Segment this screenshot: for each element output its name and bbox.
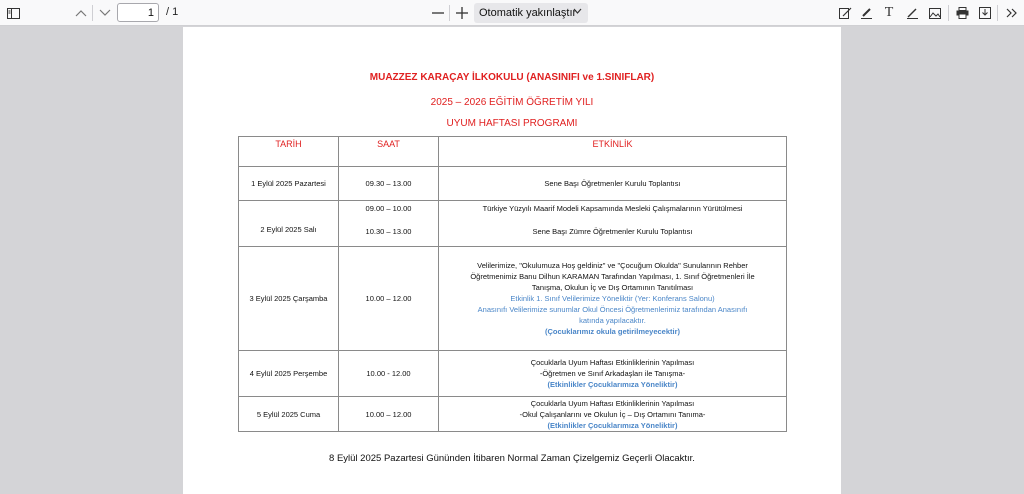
header-activity: ETKİNLİK (439, 137, 787, 167)
double-chevron-right-icon[interactable] (1001, 3, 1021, 23)
program-title: UYUM HAFTASI PROGRAMI (446, 118, 578, 129)
row-time: 10.00 - 12.00 (339, 351, 439, 397)
activity-line: Çocuklarla Uyum Haftası Etkinliklerinin Yapılması (530, 358, 695, 367)
page-total: / 1 (166, 6, 179, 18)
row-time: 09.30 – 13.00 (339, 167, 439, 201)
header-time: SAAT (339, 137, 439, 167)
activity-note: katında yapılacaktır. (579, 316, 646, 325)
table-row (239, 351, 787, 397)
schedule-table (238, 136, 787, 432)
table-header-row (239, 137, 787, 167)
minus-icon[interactable] (428, 3, 448, 23)
activity-line: -Öğretmen ve Sınıf Arkadaşları ile Tanışma- (539, 369, 686, 378)
table-row (239, 247, 787, 351)
activity-note: (Etkinlikler Çocuklarımıza Yöneliktir) (547, 420, 678, 430)
activity-note: Etkinlik 1. Sınıf Velilerimize Yöneliktir (Yer: Konferans Salonu) (510, 294, 715, 303)
row-time: 10.00 – 12.00 (339, 397, 439, 432)
row-date: 5 Eylül 2025 Cuma (239, 397, 339, 432)
chevron-down-icon[interactable] (95, 3, 115, 23)
activity-note: (Etkinlikler Çocuklarımıza Yöneliktir) (547, 380, 678, 389)
school-title: MUAZZEZ KARAÇAY İLKOKULU (ANASINIFI ve 1.SINIFLAR) (369, 72, 655, 83)
row-activity: Sene Başı Öğretmenler Kurulu Toplantısı (439, 167, 787, 201)
row-activity-cell (439, 397, 787, 432)
row-activity: Sene Başı Zümre Öğretmenler Kurulu Toplantısı (532, 227, 693, 236)
activity-warning: (Çocuklarımız okula getirilmeyecektir) (544, 327, 681, 336)
document-page (183, 27, 841, 494)
activity-note: Anasınıfı Velilerimize sunumlar Okul Öncesi Öğretmenlerimiz tarafından Anasınıfı (477, 305, 748, 314)
pdf-toolbar (0, 0, 1024, 26)
header-date: TARİH (239, 137, 339, 167)
zoom-select[interactable] (474, 3, 588, 23)
row-activity: Türkiye Yüzyılı Maarif Modeli Kapsamında Mesleki Çalışmalarının Yürütülmesi (482, 204, 743, 213)
row-time: 10.00 – 12.00 (339, 247, 439, 351)
row-activity-cell (439, 247, 787, 351)
row-time: 09.00 – 10.00 (365, 204, 412, 213)
academic-year: 2025 – 2026 EĞİTİM ÖĞRETİM YILI (430, 97, 594, 108)
pen-icon[interactable] (902, 3, 922, 23)
row-time: 10.30 – 13.00 (365, 227, 412, 236)
row-activity-cell (439, 351, 787, 397)
row-date: 4 Eylül 2025 Perşembe (239, 351, 339, 397)
plus-icon[interactable] (452, 3, 472, 23)
row-date: 2 Eylül 2025 Salı (239, 201, 339, 247)
table-row (239, 397, 787, 432)
activity-line: Velilerimize, "Okulumuza Hoş geldiniz" ve "Çocuğum Okulda" Sunularının Rehber (477, 261, 748, 270)
activity-line: Öğretmenimiz Banu Dilhun KARAMAN Tarafından Yapılması, 1. Sınıf Öğretmenleri İle (470, 272, 755, 281)
table-row (239, 167, 787, 201)
row-time-cell (339, 201, 439, 247)
table-row (239, 201, 787, 247)
activity-line: Tanışma, Okulun İç ve Dış Ortamının Tanıtılması (531, 283, 694, 292)
activity-line: -Okul Çalışanlarını ve Okulun İç – Dış Ortamını Tanıma- (519, 409, 706, 419)
chevron-up-icon[interactable] (71, 3, 91, 23)
save-icon[interactable] (975, 3, 995, 23)
footer-note: 8 Eylül 2025 Pazartesi Gününden İtibaren Normal Zaman Çizelgemiz Geçerli Olacaktır. (329, 453, 695, 464)
zoom-select-label: Otomatik yakınlaştır (479, 7, 577, 19)
signature-icon[interactable] (835, 3, 855, 23)
image-icon[interactable] (925, 3, 945, 23)
row-activity-cell (439, 201, 787, 247)
row-date: 1 Eylül 2025 Pazartesi (239, 167, 339, 201)
row-date: 3 Eylül 2025 Çarşamba (239, 247, 339, 351)
highlight-icon[interactable] (856, 3, 876, 23)
print-icon[interactable] (952, 3, 972, 23)
activity-line: Çocuklarla Uyum Haftası Etkinliklerinin Yapılması (530, 398, 695, 408)
sidebar-toggle-icon[interactable] (3, 3, 23, 23)
text-icon[interactable]: T (884, 5, 894, 20)
page-number-input[interactable] (117, 3, 159, 22)
chevron-down-icon (573, 6, 582, 17)
